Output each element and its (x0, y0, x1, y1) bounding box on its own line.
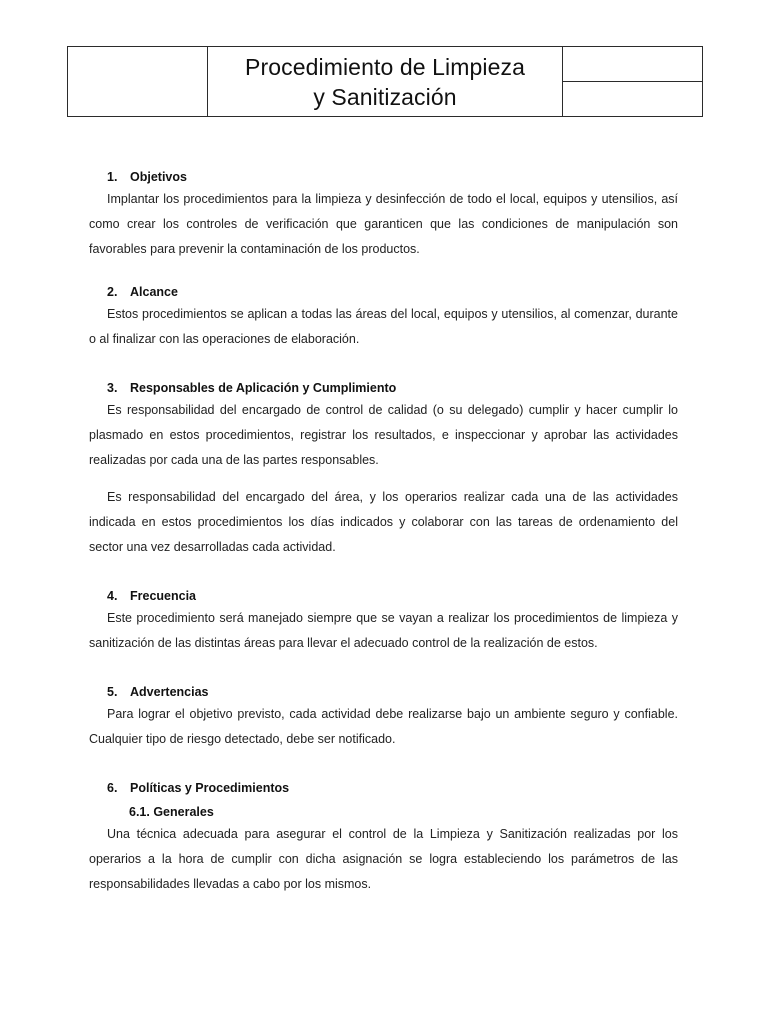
section-number: 5. (107, 685, 118, 699)
title-line-2: y Sanitización (313, 83, 457, 110)
document-header-table (67, 46, 703, 117)
paragraph: Es responsabilidad del encargado del área, y los operarios realizar cada una de las actividades indicada en estos procedimientos los días indicados y colaborar con las tareas de ordenamiento del sector una vez desarrolladas cada actividad. (89, 490, 678, 554)
section-frecuencia (89, 586, 678, 656)
paragraph: Es responsabilidad del encargado de control de calidad (o su delegado) cumplir y hacer cumplir lo plasmado en estos procedimientos, registrar los resultados, e inspeccionar y aprobar las actividades realizadas por cada una de las partes responsables. (89, 403, 678, 467)
document-body (89, 167, 678, 897)
section-heading (89, 586, 678, 606)
section-heading (89, 682, 678, 702)
section-responsables (89, 378, 678, 560)
section-heading (89, 778, 678, 798)
header-meta-cell-top (563, 47, 703, 82)
section-title: Objetivos (130, 170, 187, 184)
paragraph: Este procedimiento será manejado siempre que se vayan a realizar los procedimientos de limpieza y sanitización de las distintas áreas para llevar el adecuado control de la realización de estos. (89, 611, 678, 650)
section-alcance (89, 282, 678, 352)
section-number: 6. (107, 781, 118, 795)
paragraph: Una técnica adecuada para asegurar el control de la Limpieza y Sanitización realizadas por los operarios a la hora de cumplir con dicha asignación se logra estableciendo los parámetros de las responsabilidades llevadas a cabo por los mismos. (89, 827, 678, 891)
section-title: Alcance (130, 285, 178, 299)
section-heading (89, 378, 678, 398)
section-title: Políticas y Procedimientos (130, 781, 290, 795)
section-title: Responsables de Aplicación y Cumplimiento (130, 381, 397, 395)
section-politicas (89, 778, 678, 897)
title-cell (208, 47, 563, 117)
section-number: 1. (107, 170, 118, 184)
paragraph: Estos procedimientos se aplican a todas las áreas del local, equipos y utensilios, al comenzar, durante o al finalizar con las operaciones de elaboración. (89, 307, 678, 346)
document-title (208, 52, 562, 112)
section-number: 2. (107, 285, 118, 299)
header-meta-cell-bottom (563, 82, 703, 117)
subsection-heading: 6.1. Generales (129, 805, 214, 819)
section-title: Advertencias (130, 685, 209, 699)
paragraph: Implantar los procedimientos para la limpieza y desinfección de todo el local, equipos y utensilios, así como crear los controles de verificación que garanticen que las condiciones de manipulación son favorables para prevenir la contaminación de los productos. (89, 192, 678, 256)
section-advertencias (89, 682, 678, 752)
section-number: 3. (107, 381, 118, 395)
section-heading (89, 167, 678, 187)
paragraph: Para lograr el objetivo previsto, cada actividad debe realizarse bajo un ambiente seguro y confiable. Cualquier tipo de riesgo detectado, debe ser notificado. (89, 707, 678, 746)
title-line-1: Procedimiento de Limpieza (245, 53, 525, 80)
section-title: Frecuencia (130, 589, 197, 603)
section-heading (89, 282, 678, 302)
section-number: 4. (107, 589, 118, 603)
logo-cell (68, 47, 208, 117)
section-objetivos (89, 167, 678, 262)
